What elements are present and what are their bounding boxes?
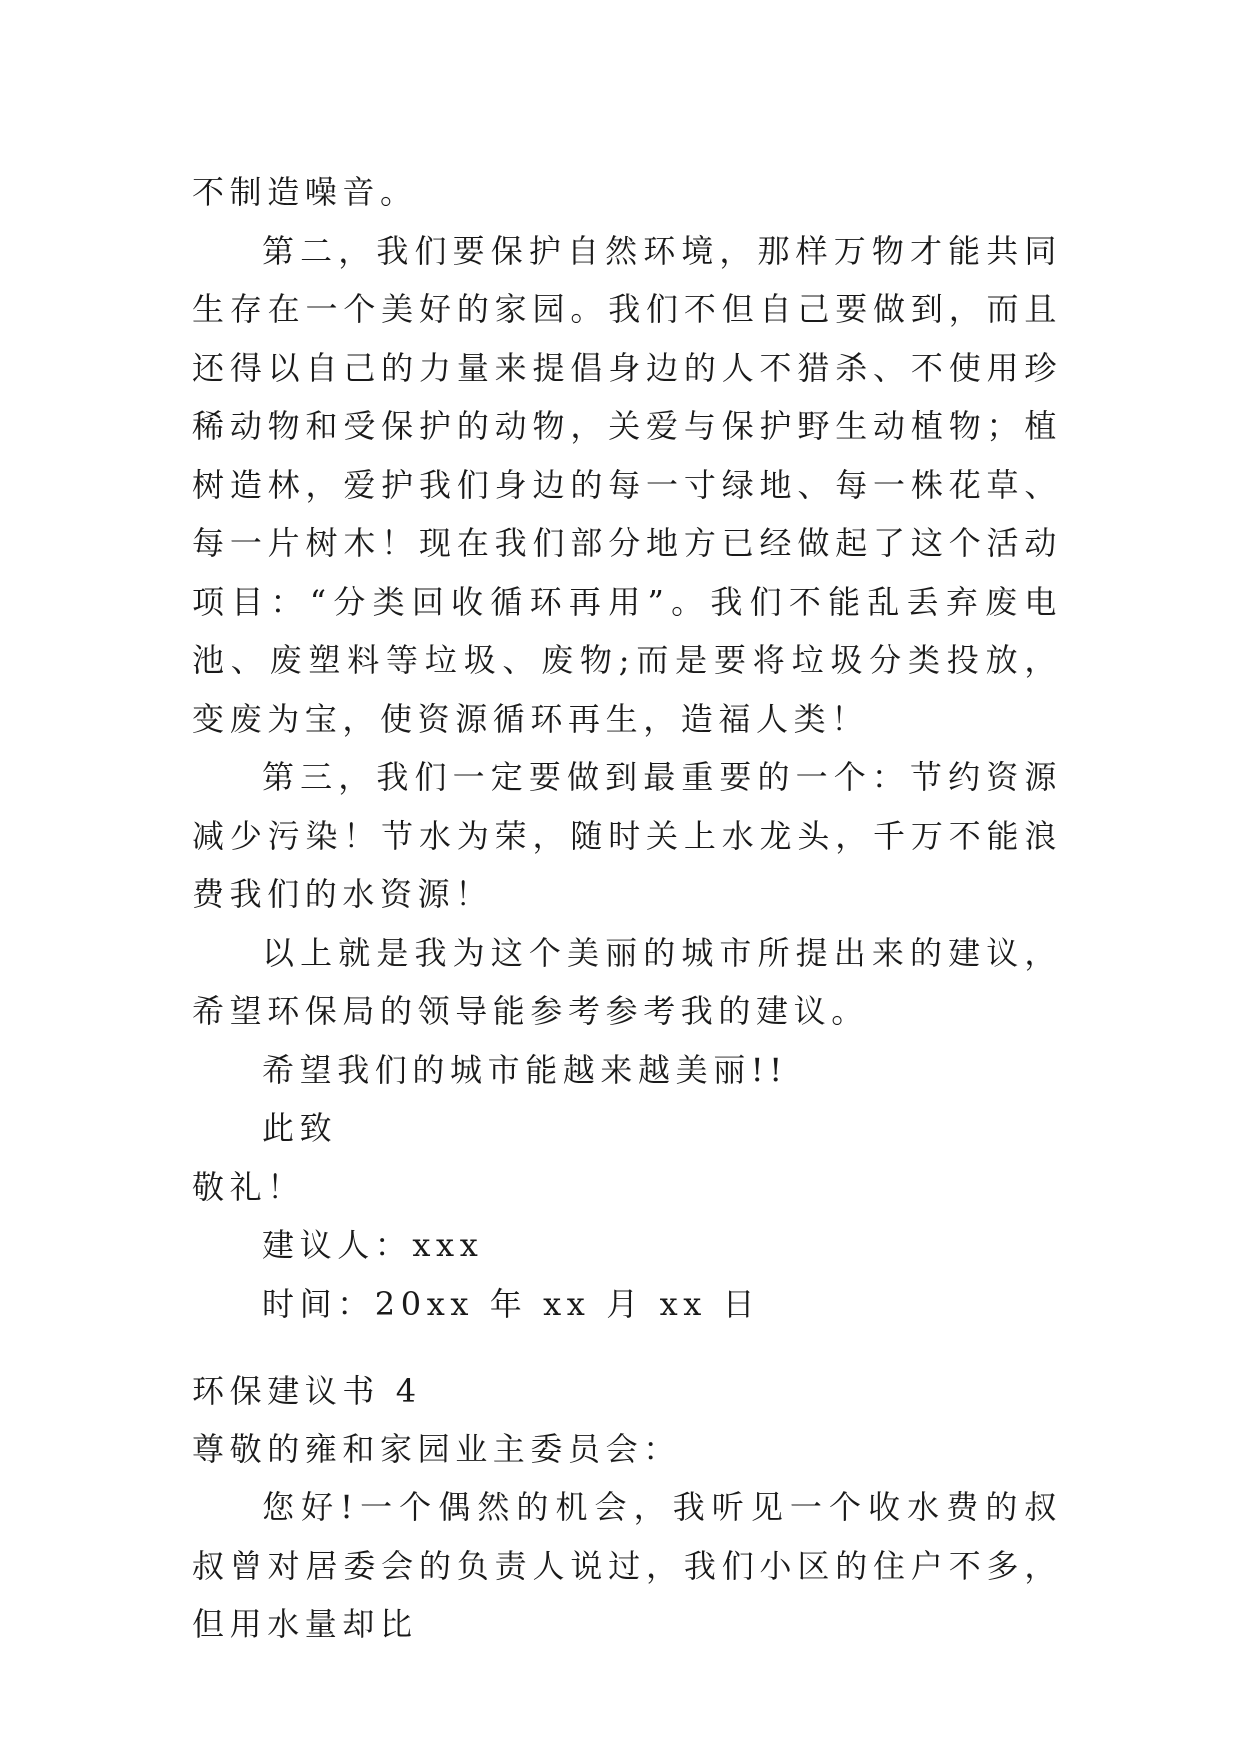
salutation: 尊敬的雍和家园业主委员会： [192,1429,681,1468]
closing-cizhi: 此致 [262,1109,338,1147]
paragraph-noise: 不制造噪音。 [192,173,418,211]
paragraph-protect-nature: 第二，我们要保护自然环境，那样万物才能共同生存在一个美好的家园。我们不但自己要做到，而且还得以自己的力量来提倡身边的人不猎杀、不使用珍稀动物和受保护的动物，关爱与保护野生动植物；植树造林，爱护我们身边的每一寸绿地、每一株花草、每一片树木！现在我们部分地方已经做起了这个活动项目：“分类回收循环再用”。我们不能乱丢弃废电池、废塑料等垃圾、废物;而是要将垃圾分类投放，变废为宝，使资源循环再生，造福人类！ [192,231,1062,738]
signature-proposer: 建议人：xxx [262,1226,484,1264]
paragraph-wish: 希望我们的城市能越来越美丽!! [262,1050,788,1089]
closing-jingli: 敬礼！ [192,1167,305,1206]
signature-date: 时间：20xx 年 xx 月 xx 日 [262,1284,761,1323]
paragraph-letter-intro: 您好!一个偶然的机会，我听见一个收水费的叔叔曾对居委会的负责人说过，我们小区的住户不多，但用水量却比 [192,1488,1062,1643]
section-heading: 环保建议书 4 [192,1372,422,1410]
paragraph-save-resources: 第三，我们一定要做到最重要的一个：节约资源减少污染！节水为荣，随时关上水龙头，千万不能浪费我们的水资源！ [192,758,1062,913]
paragraph-conclusion: 以上就是我为这个美丽的城市所提出来的建议，希望环保局的领导能参考参考我的建议。 [192,933,1062,1030]
document-page [192,163,1062,1654]
